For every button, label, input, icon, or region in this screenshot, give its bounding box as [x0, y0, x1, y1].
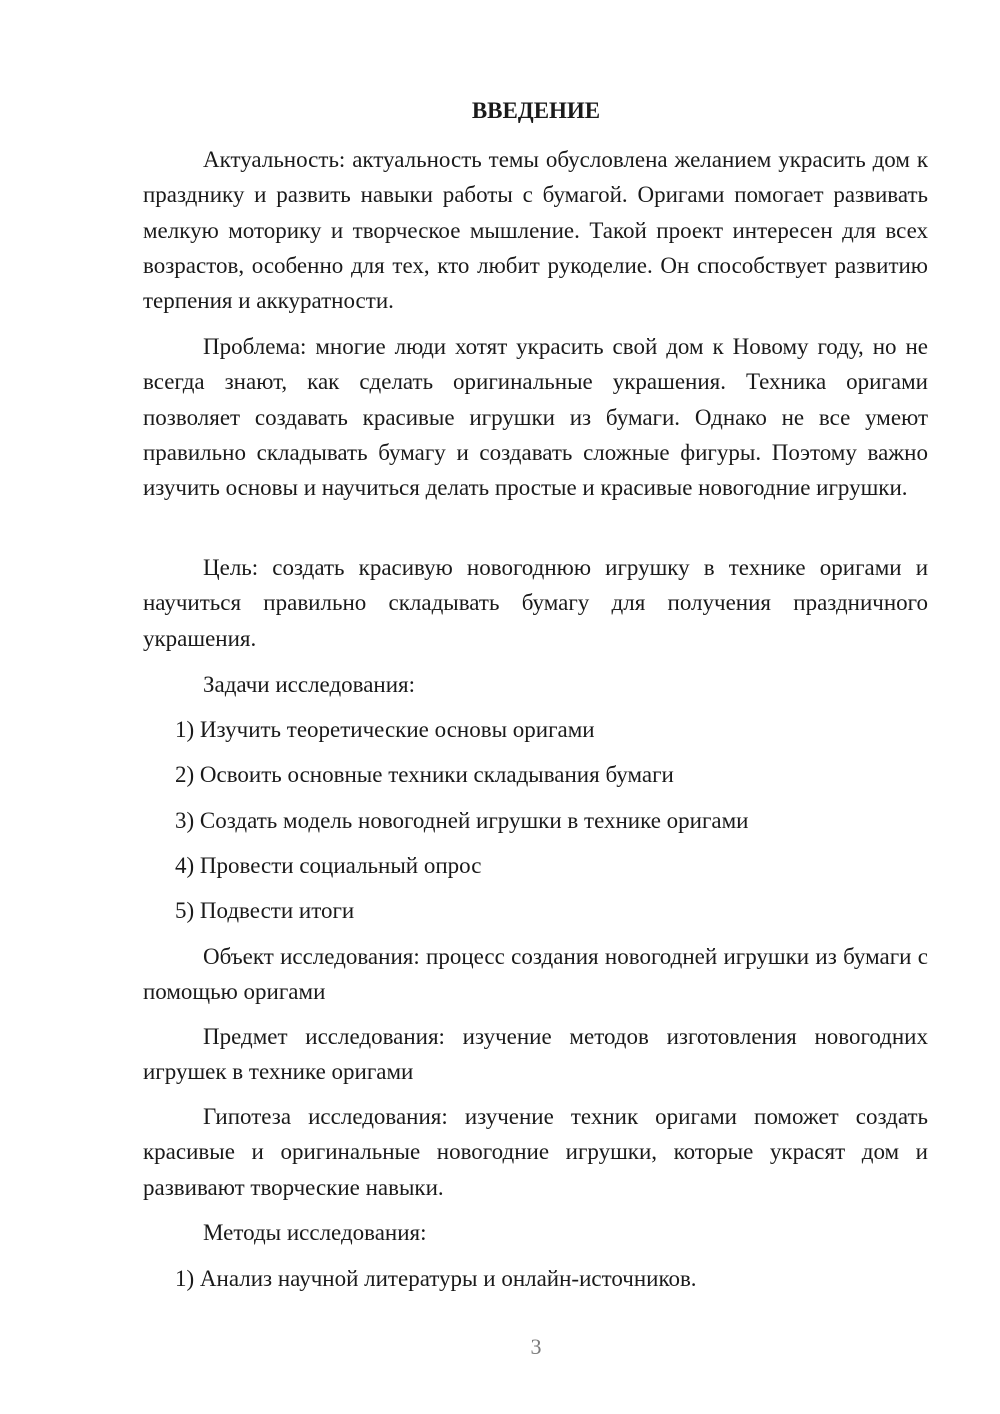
paragraph-subject: Предмет исследования: изучение методов изготовления новогодних игрушек в технике оригами	[143, 1024, 928, 1085]
task-item: 3) Создать модель новогодней игрушки в технике оригами	[175, 808, 749, 833]
task-item: 1) Изучить теоретические основы оригами	[175, 717, 595, 742]
method-item: 1) Анализ научной литературы и онлайн-источников.	[175, 1266, 697, 1291]
methods-title: Методы исследования:	[203, 1220, 427, 1245]
paragraph-goal: Цель: создать красивую новогоднюю игрушку в технике оригами и научиться правильно складывать бумагу для получения праздничного украшения.	[143, 555, 928, 651]
paragraph-object: Объект исследования: процесс создания новогодней игрушки из бумаги с помощью оригами	[143, 944, 928, 1005]
task-item: 2) Освоить основные техники складывания бумаги	[175, 762, 674, 787]
paragraph-relevance: Актуальность: актуальность темы обусловлена желанием украсить дом к празднику и развить навыки работы с бумагой. Оригами помогает развивать мелкую моторику и творческое мышление. Такой проект интересен для всех возрастов, особенно для тех, кто любит рукоделие. Он способствует развитию терпения и аккуратности.	[143, 147, 928, 314]
tasks-title: Задачи исследования:	[203, 672, 416, 697]
paragraph-problem: Проблема: многие люди хотят украсить свой дом к Новому году, но не всегда знают, как сделать оригинальные украшения. Техника оригами позволяет создавать красивые игрушки из бумаги. Однако не все умеют правильно складывать бумагу и создавать сложные фигуры. Поэтому важно изучить основы и научиться делать простые и красивые новогодние игрушки.	[143, 334, 928, 501]
paragraph-hypothesis: Гипотеза исследования: изучение техник оригами поможет создать красивые и оригинальные новогодние игрушки, которые украсят дом и развивают творческие навыки.	[143, 1104, 928, 1200]
task-item: 5) Подвести итоги	[175, 898, 355, 923]
page-number: 3	[530, 1334, 542, 1359]
page-title: ВВЕДЕНИЕ	[471, 98, 601, 123]
task-item: 4) Провести социальный опрос	[175, 853, 482, 878]
